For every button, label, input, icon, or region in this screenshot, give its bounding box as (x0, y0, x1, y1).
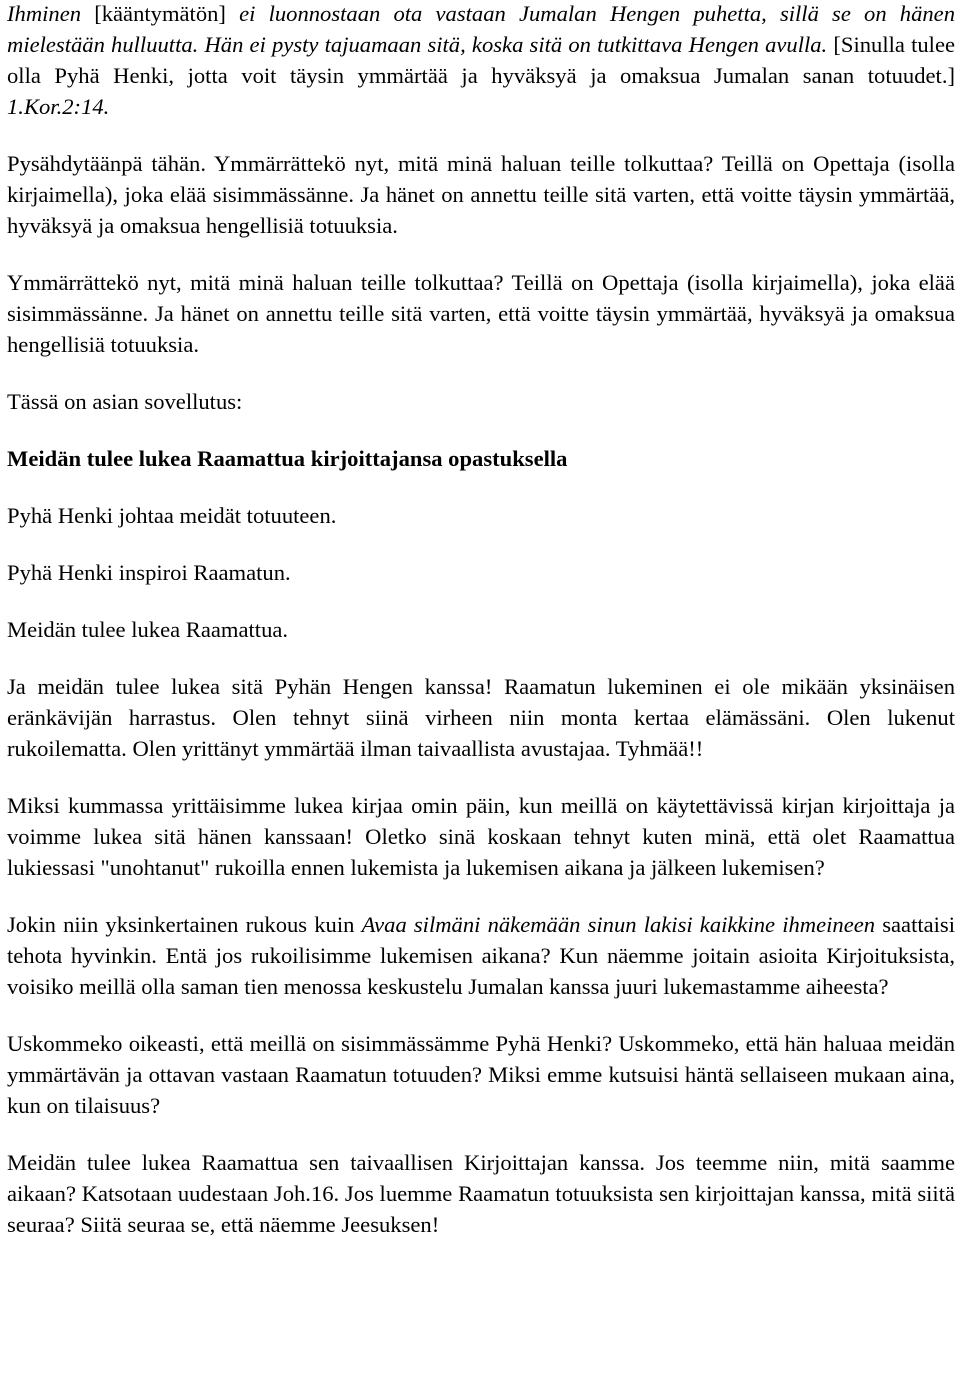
heading-text: Meidän tulee lukea Raamattua kirjoittajansa opastuksella (7, 446, 568, 471)
paragraph-4 (7, 386, 955, 417)
paragraph-9 (7, 790, 955, 883)
paragraph-5 (7, 500, 955, 531)
paragraph-3 (7, 267, 955, 360)
text-segment: Meidän tulee lukea Raamattua. (7, 617, 289, 642)
text-segment: Miksi kummassa yrittäisimme lukea kirjaa omin päin, kun meillä on käytettävissä kirjan kirjoittaja ja voimme lukea sitä hänen kanssaan! Oletko sinä koskaan tehnyt kuten minä, että olet Raamattua lukiessasi "unohtanut" rukoilla ennen lukemista ja lukemisen aikana ja jälkeen lukemisen? (7, 793, 955, 880)
text-segment: ei luonnostaan ota vastaan Jumalan Hengen puhetta, sillä se on hänen mielestään hulluutta. Hän ei pysty tajuamaan sitä, koska sitä on tutkittava Hengen avulla. (7, 1, 955, 57)
paragraph-7 (7, 614, 955, 645)
text-segment: Pyhä Henki inspiroi Raamatun. (7, 560, 291, 585)
text-segment: Ja meidän tulee lukea sitä Pyhän Hengen kanssa! Raamatun lukeminen ei ole mikään yksinäisen eränkävijän harrastus. Olen tehnyt siinä virheen niin monta kertaa elämässäni. Olen lukenut rukoilematta. Olen yrittänyt ymmärtää ilman taivaallista avustajaa. Tyhmää!! (7, 674, 955, 761)
text-segment: Jokin niin yksinkertainen rukous kuin (7, 912, 362, 937)
text-segment: [kääntymätön] (94, 1, 240, 26)
text-segment: [Sinulla tulee olla Pyhä Henki, jotta voit täysin ymmärtää ja hyväksyä ja omaksua Jumalan sanan totuudet.] (7, 32, 956, 88)
text-segment: Meidän tulee lukea Raamattua sen taivaallisen Kirjoittajan kanssa. Jos teemme niin, mitä saamme aikaan? Katsotaan uudestaan Joh.16. Jos luemme Raamatun totuuksista sen kirjoittajan kanssa, mitä siitä seuraa? Siitä seuraa se, että näemme Jeesuksen! (7, 1150, 955, 1237)
text-segment: Pysähdytäänpä tähän. Ymmärrättekö nyt, mitä minä haluan teille tolkuttaa? Teillä on Opettaja (isolla kirjaimella), joka elää sisimmässänne. Ja hänet on annettu teille sitä varten, että voitte täysin ymmärtää, hyväksyä ja omaksua hengellisiä totuuksia. (7, 151, 955, 238)
paragraph-11 (7, 1028, 955, 1121)
paragraph-6 (7, 557, 955, 588)
text-segment: Ihminen (7, 1, 95, 26)
scripture-reference: 1.Kor.2:14. (7, 94, 110, 119)
text-segment: Pyhä Henki johtaa meidät totuuteen. (7, 503, 337, 528)
paragraph-8 (7, 671, 955, 764)
document-page (7, 0, 955, 1266)
quoted-prayer: Avaa silmäni näkemään sinun lakisi kaikkine ihmeineen (361, 912, 876, 937)
paragraph-12 (7, 1147, 955, 1240)
text-segment: Tässä on asian sovellutus: (7, 389, 243, 414)
text-segment: saattaisi tehota hyvinkin. Entä jos rukoilisimme lukemisen aikana? Kun näemme joitain asioita Kirjoituksista, voisiko meillä olla saman tien menossa keskustelu Jumalan kanssa juuri lukemastamme aiheesta? (7, 912, 955, 999)
text-segment: Uskommeko oikeasti, että meillä on sisimmässämme Pyhä Henki? Uskommeko, että hän haluaa meidän ymmärtävän ja ottavan vastaan Raamatun totuuden? Miksi emme kutsuisi häntä sellaiseen mukaan aina, kun on tilaisuus? (7, 1031, 955, 1118)
paragraph-2 (7, 148, 955, 241)
paragraph-1 (7, 0, 955, 122)
paragraph-10 (7, 909, 955, 1002)
section-heading (7, 443, 955, 474)
text-segment: Ymmärrättekö nyt, mitä minä haluan teille tolkuttaa? Teillä on Opettaja (isolla kirjaimella), joka elää sisimmässänne. Ja hänet on annettu teille sitä varten, että voitte täysin ymmärtää, hyväksyä ja omaksua hengellisiä totuuksia. (7, 270, 955, 357)
